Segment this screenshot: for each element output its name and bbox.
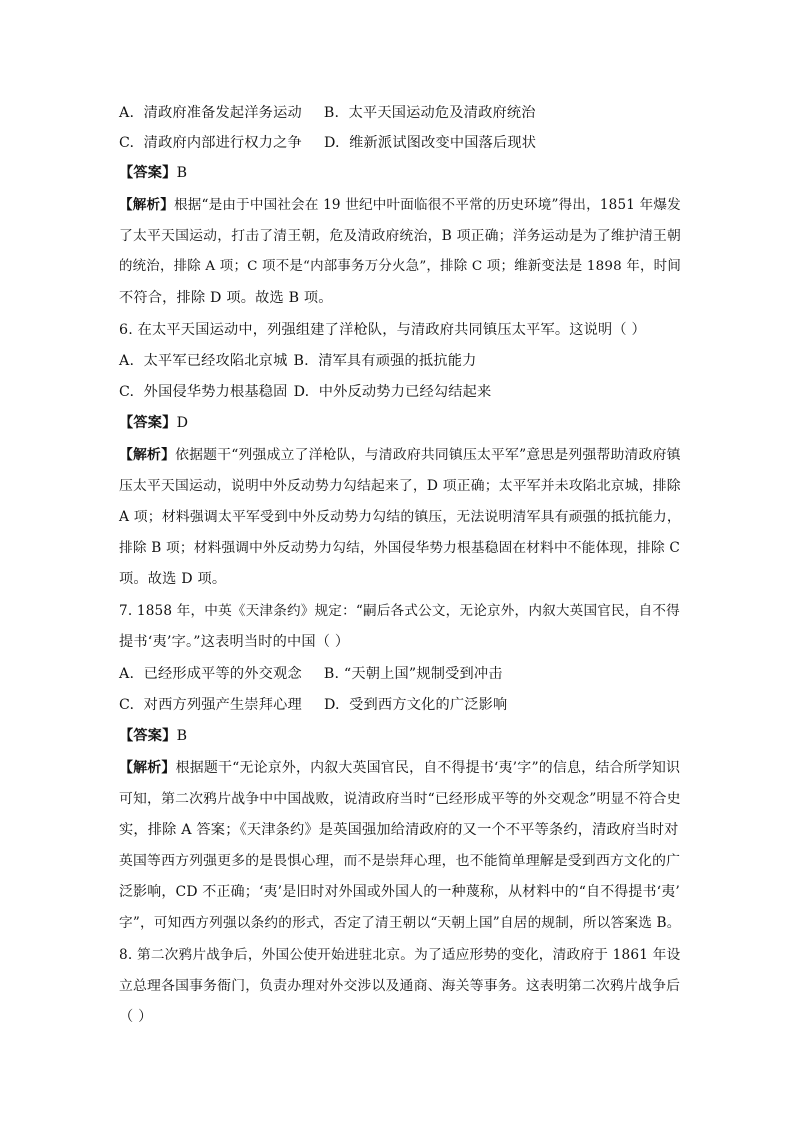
q6-stem: 6. 在太平天国运动中，列强组建了洋枪队，与清政府共同镇压太平军。这说明（ ） [119,322,646,338]
q8-stem: （ ） [119,1009,153,1025]
q6-option-b: B. 清军具有顽强的抵抗能力 [293,353,477,369]
analysis-text: 根据题干“无论京外，内叙大英国官民，自不得提书‘夷’字”的信息，结合所学知识 [175,760,681,776]
q7-option-d: D. 受到西方文化的广泛影响 [323,697,508,713]
q5-option-b: B. 太平天国运动危及清政府统治 [323,105,536,121]
q7-analysis-line: 字”，可知西方列强以条约的形式，否定了清王朝以“天朝上国”自居的规制，所以答案选 B。 [119,915,681,931]
q7-options-row-2 [119,695,507,715]
q6-options-row-2 [119,382,491,402]
answer-tag: 【答案】 [119,415,177,431]
q8-stem: 8. 第二次鸦片战争后，外国公使开始进驻北京。为了适应形势的变化，清政府于 1861 年设 [119,947,681,963]
q7-options-row-1 [119,664,503,684]
q6-analysis-line: 压太平天国运动，说明中外反动势力勾结起来了，D 项正确；太平军并未攻陷北京城，排除 [119,478,681,494]
q6-analysis-line: 排除 B 项；材料强调中外反动势力勾结，外国侵华势力根基稳固在材料中不能体现，排除 C [119,540,681,556]
q7-analysis-line [119,758,680,778]
q5-analysis-line: 的统治，排除 A 项；C 项不是“内部事务万分火急”，排除 C 项；维新变法是 1898 年，时间 [119,259,681,274]
q7-option-c: C. 对西方列强产生崇拜心理 [119,697,302,713]
q7-analysis-line: 泛影响，CD 不正确；‘夷’是旧时对外国或外国人的一种蔑称，从材料中的“自不得提书‘夷’ [119,884,681,900]
answer-value: D [176,415,189,431]
q6-analysis-line [119,445,681,465]
analysis-tag: 【解析】 [119,447,176,463]
q7-analysis-line: 实，排除 A 答案；《天津条约》是英国强加给清政府的又一个不平等条约，清政府当时对 [119,822,679,838]
analysis-text: 根据“是由于中国社会在 19 世纪中叶面临很不平常的历史环境”得出，1851 年爆发 [174,197,681,213]
q5-option-a: A. 清政府准备发起洋务运动 [119,105,302,121]
q7-answer [119,726,187,746]
q7-option-a: A. 已经形成平等的外交观念 [119,666,302,682]
q7-option-b: B. “天朝上国”规制受到冲击 [323,666,503,682]
q6-option-c: C. 外国侵华势力根基稳固 [119,384,288,400]
q6-options-row-1 [119,351,476,371]
q6-answer [119,413,188,433]
q6-option-d: D. 中外反动势力已经勾结起来 [293,384,492,400]
analysis-tag: 【解析】 [119,197,174,213]
analysis-tag: 【解析】 [119,760,176,776]
q7-analysis-line: 英国等西方列强更多的是畏惧心理，而不是崇拜心理，也不能简单理解是受到西方文化的广 [119,853,681,869]
answer-tag: 【答案】 [119,165,177,181]
q5-options-row-1 [119,103,536,123]
answer-tag: 【答案】 [119,728,177,744]
analysis-text: 依据题干“列强成立了洋枪队，与清政府共同镇压太平军”意思是列强帮助清政府镇 [175,447,681,463]
q5-analysis-line: 了太平天国运动，打击了清王朝，危及清政府统治，B 项正确；洋务运动是为了维护清王朝 [119,228,682,244]
q5-analysis-line [119,195,681,215]
q6-option-a: A. 太平军已经攻陷北京城 [119,353,288,369]
answer-value: B [176,165,188,181]
q7-stem: 提书‘夷’字。”这表明当时的中国（ ） [119,634,350,650]
q8-stem: 立总理各国事务衙门，负责办理对外交涉以及通商、海关等事务。这表明第二次鸦片战争后 [119,978,681,994]
q5-answer [119,163,187,183]
q7-analysis-line: 可知，第二次鸦片战争中中国战败，说清政府当时“已经形成平等的外交观念”明显不符合史 [119,791,681,807]
q5-option-d: D. 维新派试图改变中国落后现状 [323,135,537,151]
q5-analysis-line: 不符合，排除 D 项。故选 B 项。 [119,290,333,306]
q5-options-row-2 [119,133,536,153]
answer-value: B [176,728,188,744]
q6-analysis-line: A 项；材料强调太平军受到中外反动势力勾结的镇压，无法说明清军具有顽强的抵抗能力， [119,509,681,525]
q5-option-c: C. 清政府内部进行权力之争 [119,135,302,151]
q6-analysis-line: 项。故选 D 项。 [119,571,227,587]
q7-stem: 7. 1858 年，中英《天津条约》规定：“嗣后各式公文，无论京外，内叙大英国官民，自不得 [119,603,680,619]
